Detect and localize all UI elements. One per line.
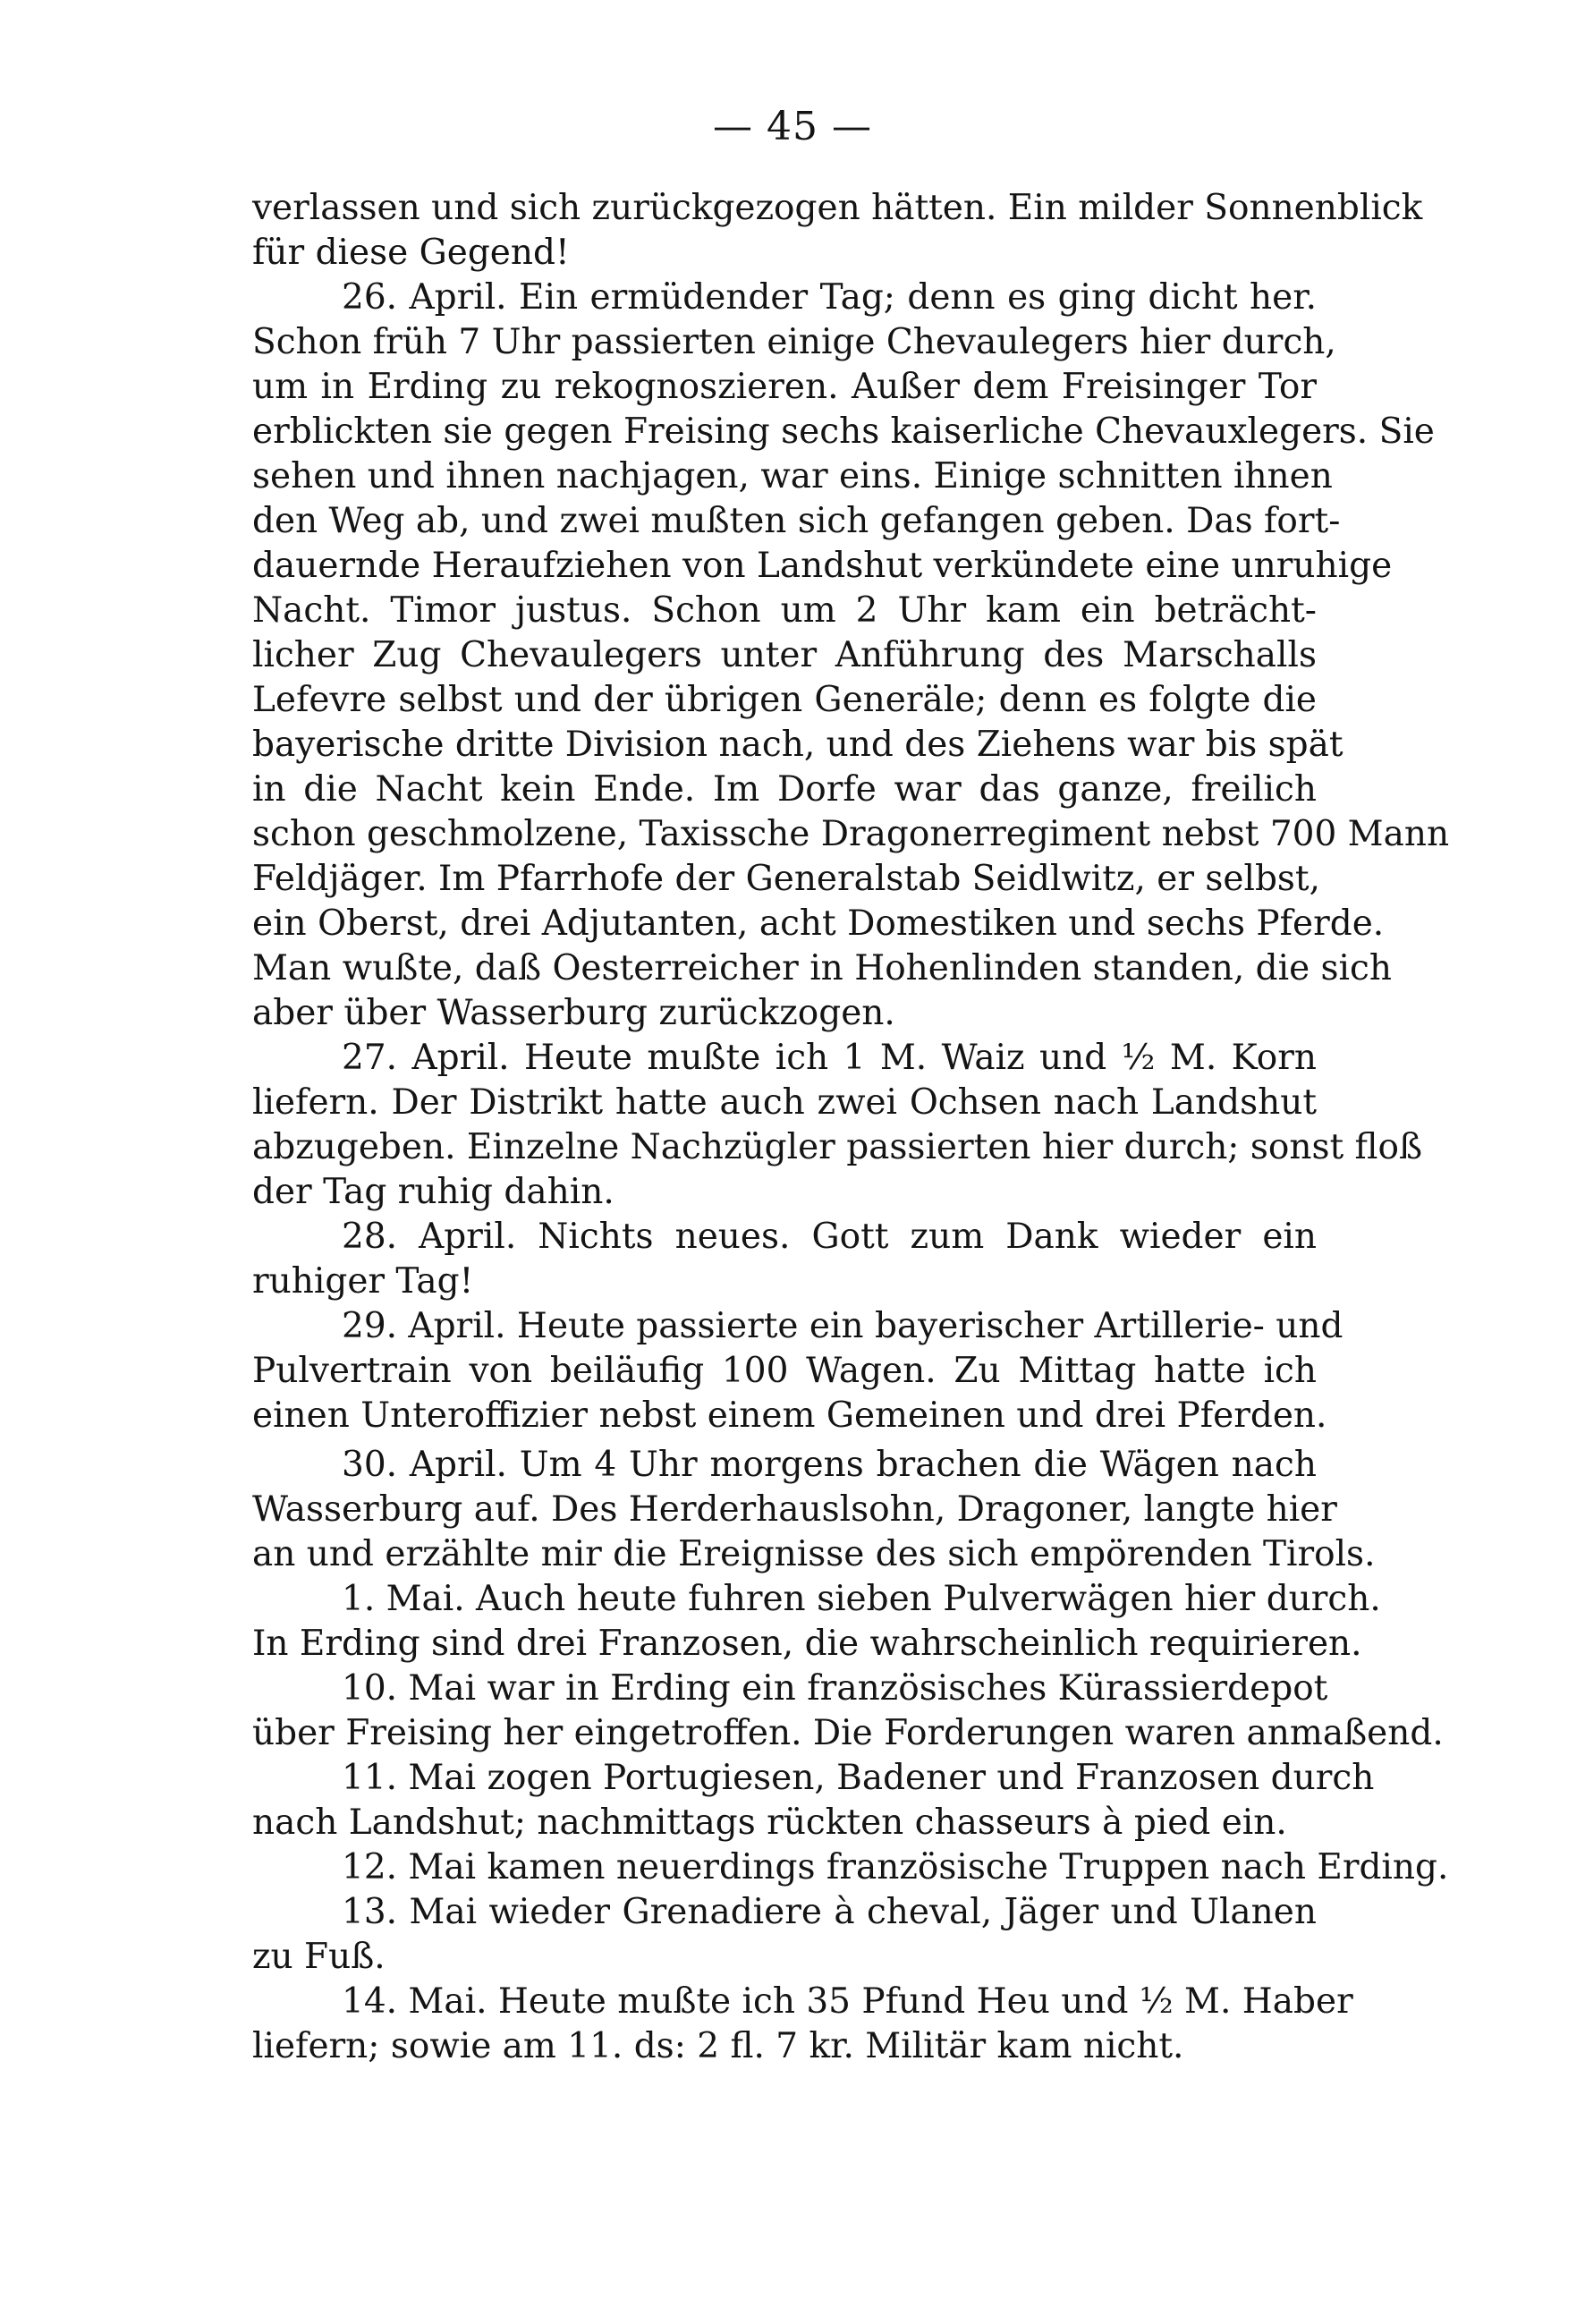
text-line: licher Zug Chevaulegers unter Anführung des Marschalls [252, 635, 1317, 675]
text-line: Feldjäger. Im Pfarrhofe der Generalstab Seidlwitz, er selbst, [252, 859, 1320, 899]
text-line: der Tag ruhig dahin. [252, 1172, 615, 1212]
text-line: liefern. Der Distrikt hatte auch zwei Ochsen nach Landshut [252, 1082, 1317, 1123]
text-line: In Erding sind drei Franzosen, die wahrscheinlich requirieren. [252, 1624, 1362, 1664]
text-line: 30. April. Um 4 Uhr morgens brachen die Wägen nach [342, 1445, 1317, 1485]
text-line: Schon früh 7 Uhr passierten einige Chevaulegers hier durch, [252, 322, 1336, 362]
text-line: sehen und ihnen nachjagen, war eins. Einige schnitten ihnen [252, 456, 1333, 496]
text-line: nach Landshut; nachmittags rückten chasseurs à pied ein. [252, 1802, 1287, 1843]
text-line: 10. Mai war in Erding ein französisches Kürassierdepot [342, 1668, 1328, 1709]
text-line: in die Nacht kein Ende. Im Dorfe war das ganze, freilich [252, 769, 1317, 810]
text-line: zu Fuß. [252, 1937, 386, 1977]
text-line: 1. Mai. Auch heute fuhren sieben Pulverwägen hier durch. [342, 1579, 1381, 1619]
text-line: 28. April. Nichts neues. Gott zum Dank wieder ein [342, 1217, 1317, 1257]
text-line: 26. April. Ein ermüdender Tag; denn es ging dicht her. [342, 277, 1317, 318]
text-line: aber über Wasserburg zurückzogen. [252, 993, 895, 1033]
text-line: 14. Mai. Heute mußte ich 35 Pfund Heu und ½ M. Haber [342, 1981, 1353, 2022]
text-line: 11. Mai zogen Portugiesen, Badener und Franzosen durch [342, 1758, 1375, 1798]
text-line: 27. April. Heute mußte ich 1 M. Waiz und ½ M. Korn [342, 1038, 1317, 1078]
text-line: ruhiger Tag! [252, 1261, 474, 1302]
text-line: über Freising her eingetroffen. Die Forderungen waren anmaßend. [252, 1713, 1444, 1753]
text-line: Lefevre selbst und der übrigen Generäle; denn es folgte die [252, 680, 1317, 720]
text-line: 12. Mai kamen neuerdings französische Truppen nach Erding. [342, 1847, 1449, 1887]
text-line: Nacht. Timor justus. Schon um 2 Uhr kam ein beträcht- [252, 590, 1317, 631]
text-line: bayerische dritte Division nach, und des Ziehens war bis spät [252, 725, 1343, 765]
page-number: — 45 — [713, 104, 872, 149]
text-line: an und erzählte mir die Ereignisse des sich empörenden Tirols. [252, 1534, 1376, 1574]
text-line: abzugeben. Einzelne Nachzügler passierten hier durch; sonst floß [252, 1127, 1423, 1167]
text-line: schon geschmolzene, Taxissche Dragonerregiment nebst 700 Mann [252, 814, 1450, 854]
text-line: erblickten sie gegen Freising sechs kaiserliche Chevauxlegers. Sie [252, 411, 1435, 452]
text-line: um in Erding zu rekognoszieren. Außer dem Freisinger Tor [252, 367, 1317, 407]
text-line: dauernde Heraufziehen von Landshut verkündete eine unruhige [252, 546, 1393, 586]
text-line: liefern; sowie am 11. ds: 2 fl. 7 kr. Militär kam nicht. [252, 2026, 1184, 2066]
text-line: für diese Gegend! [252, 233, 570, 273]
text-line: ein Oberst, drei Adjutanten, acht Domestiken und sechs Pferde. [252, 903, 1385, 944]
text-line: 13. Mai wieder Grenadiere à cheval, Jäger und Ulanen [342, 1892, 1317, 1932]
body-text [252, 186, 1450, 2069]
text-line: verlassen und sich zurückgezogen hätten. Ein milder Sonnenblick [252, 188, 1423, 228]
text-line: 29. April. Heute passierte ein bayerischer Artillerie- und [342, 1306, 1343, 1346]
text-line: Pulvertrain von beiläufig 100 Wagen. Zu Mittag hatte ich [252, 1351, 1317, 1391]
text-line: Man wußte, daß Oesterreicher in Hohenlinden standen, die sich [252, 948, 1392, 988]
text-line: einen Unteroffizier nebst einem Gemeinen und drei Pferden. [252, 1395, 1327, 1436]
text-line: Wasserburg auf. Des Herderhauslsohn, Dragoner, langte hier [252, 1489, 1337, 1530]
text-line: den Weg ab, und zwei mußten sich gefangen geben. Das fort- [252, 501, 1341, 541]
